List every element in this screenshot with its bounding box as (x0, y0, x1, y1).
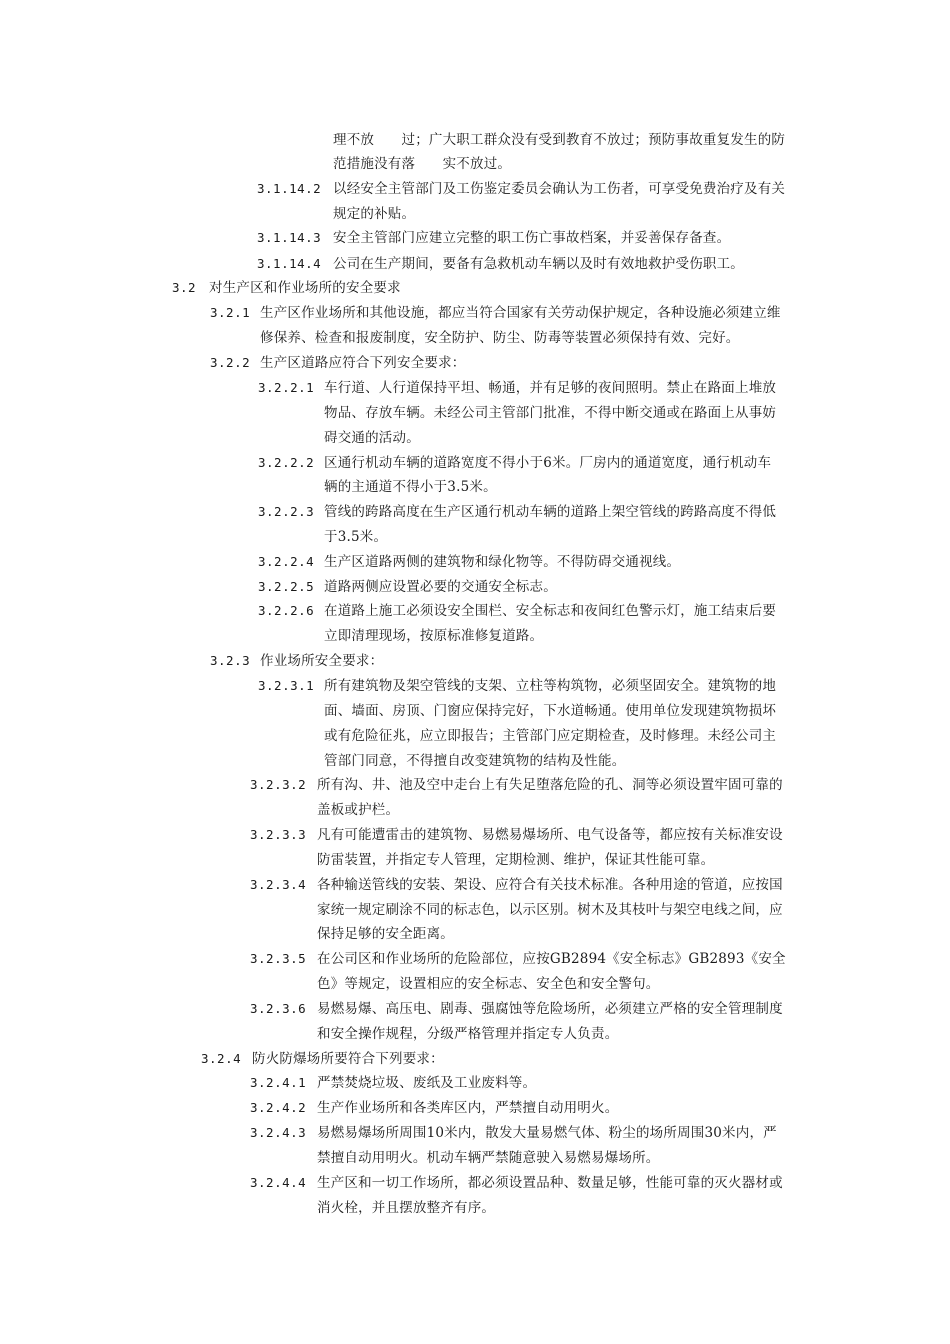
paragraph-line: 各种输送管线的安装、架设、应符合有关技术标准。各种用途的管道，应按国 (317, 877, 783, 893)
clause-number: 3.2.2.1 (258, 380, 315, 395)
paragraph-line: 生产区作业场所和其他设施，都应当符合国家有关劳动保护规定，各种设施必须建立维 (260, 305, 781, 321)
paragraph-line: 所有建筑物及架空管线的支架、立柱等构筑物，必须坚固安全。建筑物的地 (324, 678, 777, 694)
clause-number: 3.2.3.2 (250, 777, 307, 792)
paragraph-line: 生产区和一切工作场所，都必须设置品种、数量足够，性能可靠的灭火器材或 (317, 1175, 783, 1191)
clause-number: 3.2.2.4 (258, 554, 315, 569)
paragraph-line: 车行道、人行道保持平坦、畅通，并有足够的夜间照明。禁止在路面上堆放 (324, 380, 777, 396)
clause-number: 3.2.3.1 (258, 678, 315, 693)
clause-number: 3.2.2.3 (258, 504, 315, 519)
paragraph-line: 在公司区和作业场所的危险部位，应按GB2894《安全标志》GB2893《安全 (317, 951, 786, 967)
paragraph-line: 或有危险征兆，应立即报告；主管部门应定期检查，及时修理。未经公司主 (324, 728, 777, 744)
clause-number: 3.2.4.1 (250, 1075, 307, 1090)
paragraph-line: 理不放 过；广大职工群众没有受到教育不放过；预防事故重复发生的防 (333, 132, 786, 148)
paragraph-line: 修保养、检查和报废制度，安全防护、防尘、防毒等装置必须保持有效、完好。 (260, 330, 740, 346)
clause-number: 3.2.3.4 (250, 877, 307, 892)
paragraph-line: 物品、存放车辆。未经公司主管部门批准，不得中断交通或在路面上从事妨 (324, 405, 777, 421)
paragraph-line: 消火栓，并且摆放整齐有序。 (317, 1200, 496, 1216)
section-number: 3.2 (172, 280, 197, 295)
clause-number: 3.1.14.4 (257, 256, 322, 271)
paragraph-line: 以经安全主管部门及工伤鉴定委员会确认为工伤者，可享受免费治疗及有关 (333, 181, 786, 197)
paragraph-line: 禁擅自动用明火。机动车辆严禁随意驶入易燃易爆场所。 (317, 1150, 660, 1166)
clause-number: 3.1.14.2 (257, 181, 322, 196)
paragraph-line: 立即清理现场，按原标准修复道路。 (324, 628, 544, 644)
clause-number: 3.2.2.6 (258, 603, 315, 618)
paragraph-line: 防火防爆场所要符合下列要求： (252, 1051, 444, 1067)
paragraph-line: 严禁焚烧垃圾、废纸及工业废料等。 (317, 1075, 537, 1091)
paragraph-line: 生产区道路两侧的建筑物和绿化物等。不得防碍交通视线。 (324, 554, 681, 570)
paragraph-line: 范措施没有落 实不放过。 (333, 156, 512, 172)
paragraph-line: 生产作业场所和各类库区内，严禁擅自动用明火。 (317, 1100, 619, 1116)
paragraph-line: 管部门同意，不得擅自改变建筑物的结构及性能。 (324, 753, 626, 769)
paragraph-line: 防雷装置，并指定专人管理，定期检测、维护，保证其性能可靠。 (317, 852, 715, 868)
clause-number: 3.2.2.5 (258, 579, 315, 594)
clause-number: 3.2.2 (210, 355, 251, 370)
paragraph-line: 管线的跨路高度在生产区通行机动车辆的道路上架空管线的跨路高度不得低 (324, 504, 777, 520)
paragraph-line: 面、墙面、房顶、门窗应保持完好，下水道畅通。使用单位发现建筑物损坏 (324, 703, 777, 719)
clause-number: 3.2.1 (210, 305, 251, 320)
clause-number: 3.2.2.2 (258, 455, 315, 470)
paragraph-line: 碍交通的活动。 (324, 430, 420, 446)
paragraph-line: 辆的主通道不得小于3.5米。 (324, 479, 497, 495)
paragraph-line: 家统一规定刷涂不同的标志色，以示区别。树木及其枝叶与架空电线之间，应 (317, 902, 783, 918)
clause-number: 3.2.4 (201, 1051, 242, 1066)
paragraph-line: 安全主管部门应建立完整的职工伤亡事故档案，并妥善保存备查。 (333, 230, 731, 246)
paragraph-line: 易燃易爆、高压电、剧毒、强腐蚀等危险场所，必须建立严格的安全管理制度 (317, 1001, 783, 1017)
paragraph-line: 盖板或护栏。 (317, 802, 400, 818)
paragraph-line: 色》等规定，设置相应的安全标志、安全色和安全警句。 (317, 976, 660, 992)
clause-number: 3.1.14.3 (257, 230, 322, 245)
paragraph-line: 生产区道路应符合下列安全要求： (260, 355, 466, 371)
clause-number: 3.2.3.6 (250, 1001, 307, 1016)
clause-number: 3.2.4.4 (250, 1175, 307, 1190)
paragraph-line: 保持足够的安全距离。 (317, 926, 454, 942)
paragraph-line: 区通行机动车辆的道路宽度不得小于6米。厂房内的通道宽度，通行机动车 (324, 455, 772, 471)
clause-number: 3.2.3.3 (250, 827, 307, 842)
paragraph-line: 道路两侧应设置必要的交通安全标志。 (324, 579, 557, 595)
paragraph-line: 在道路上施工必须设安全围栏、安全标志和夜间红色警示灯，施工结束后要 (324, 603, 777, 619)
paragraph-line: 和安全操作规程，分级严格管理并指定专人负责。 (317, 1026, 619, 1042)
clause-number: 3.2.4.3 (250, 1125, 307, 1140)
paragraph-line: 公司在生产期间，要备有急救机动车辆以及时有效地救护受伤职工。 (333, 256, 744, 272)
paragraph-line: 规定的补贴。 (333, 206, 416, 222)
clause-number: 3.2.3 (210, 653, 251, 668)
paragraph-line: 于3.5米。 (324, 529, 388, 545)
paragraph-line: 凡有可能遭雷击的建筑物、易燃易爆场所、电气设备等，都应按有关标准安设 (317, 827, 783, 843)
clause-number: 3.2.3.5 (250, 951, 307, 966)
section-heading: 对生产区和作业场所的安全要求 (209, 280, 401, 296)
clause-number: 3.2.4.2 (250, 1100, 307, 1115)
paragraph-line: 所有沟、井、池及空中走台上有失足堕落危险的孔、洞等必须设置牢固可靠的 (317, 777, 783, 793)
paragraph-line: 作业场所安全要求： (260, 653, 384, 669)
paragraph-line: 易燃易爆场所周围10米内，散发大量易燃气体、粉尘的场所周围30米内，严 (317, 1125, 777, 1141)
